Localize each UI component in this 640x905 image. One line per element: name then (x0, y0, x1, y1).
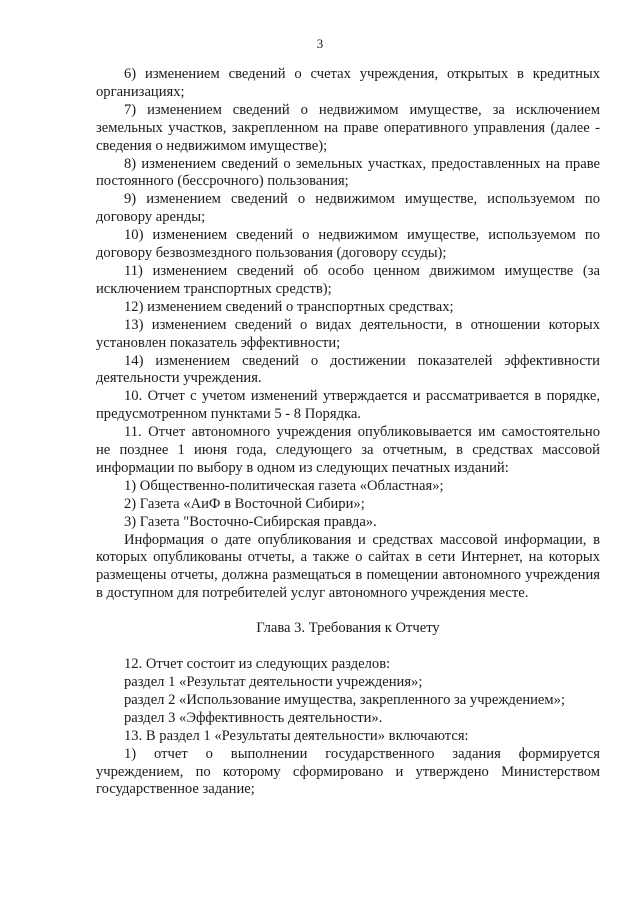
paragraph: 10. Отчет с учетом изменений утверждается и рассматривается в порядке, предусмотренном пунктами 5 - 8 Порядка. (96, 388, 600, 423)
paragraph: 7) изменением сведений о недвижимом имуществе, за исключением земельных участков, закрепленном на праве оперативного управления (далее - сведения о недвижимом имуществе); (96, 101, 600, 154)
page-body (96, 66, 600, 799)
page-number: 3 (316, 36, 324, 51)
paragraph: 9) изменением сведений о недвижимом имуществе, используемом по договору аренды; (96, 191, 600, 226)
paragraph: 1) Общественно-политическая газета «Областная»; (124, 477, 444, 494)
paragraph: 12) изменением сведений о транспортных средствах; (124, 298, 454, 315)
paragraph: 3) Газета "Восточно-Сибирская правда». (124, 513, 377, 530)
paragraph: раздел 3 «Эффективность деятельности». (124, 709, 383, 726)
chapter-title: Глава 3. Требования к Отчету (256, 620, 440, 637)
paragraph: Информация о дате опубликования и средствах массовой информации, в которых опубликованы отчеты, а также о сайтах в сети Интернет, на которых размещены отчеты, должна размещаться в помещении автономного учреждения в доступном для потребителей услуг автономного учреждения месте. (96, 531, 600, 602)
paragraph: 1) отчет о выполнении государственного задания формируется учреждением, по которому сформировано и утверждено Министерством государственное задание; (96, 745, 600, 798)
paragraph: 10) изменением сведений о недвижимом имуществе, используемом по договору безвозмездного пользования (договору ссуды); (96, 227, 600, 262)
paragraph: 13) изменением сведений о видах деятельности, в отношении которых установлен показатель эффективности; (96, 316, 600, 351)
paragraph: раздел 2 «Использование имущества, закрепленного за учреждением»; (124, 691, 565, 708)
paragraph: 11. Отчет автономного учреждения опубликовывается им самостоятельно не позднее 1 июня года, следующего за отчетным, в средствах массовой информации по выбору в одном из следующих печатных изданий: (96, 424, 600, 476)
paragraph: 2) Газета «АиФ в Восточной Сибири»; (124, 495, 365, 512)
paragraph: 12. Отчет состоит из следующих разделов: (124, 656, 391, 673)
paragraph: 11) изменением сведений об особо ценном движимом имуществе (за исключением транспортных средств); (96, 262, 600, 297)
paragraph: раздел 1 «Результат деятельности учреждения»; (124, 674, 423, 690)
paragraph: 6) изменением сведений о счетах учреждения, открытых в кредитных организациях; (96, 66, 600, 100)
paragraph: 8) изменением сведений о земельных участках, предоставленных на праве постоянного (бессрочного) пользования; (96, 155, 600, 190)
paragraph: 14) изменением сведений о достижении показателей эффективности деятельности учреждения. (96, 352, 600, 387)
paragraph: 13. В раздел 1 «Результаты деятельности» включаются: (124, 727, 469, 744)
